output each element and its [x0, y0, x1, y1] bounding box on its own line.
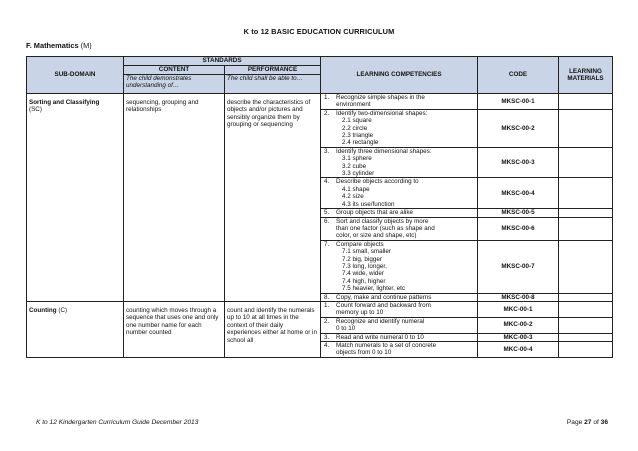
competency-cell — [321, 342, 478, 358]
competency-line — [324, 334, 475, 341]
learning-materials-cell — [559, 301, 613, 317]
header-standards: STANDARDS — [124, 57, 321, 66]
competency-text: Copy, make and continue patterns — [336, 293, 432, 301]
competency-text: Identify two-dimensional shapes: — [336, 109, 428, 117]
table-row — [27, 301, 613, 317]
header-content: CONTENT — [124, 66, 225, 75]
document-title: K to 12 BASIC EDUCATION CURRICULUM — [243, 27, 395, 36]
competency-text: Read and write numeral 0 to 10 — [336, 333, 424, 341]
page-label: Page — [566, 419, 583, 426]
competency-number: 3. — [324, 147, 330, 155]
learning-materials-cell — [559, 342, 613, 358]
competency-cell — [321, 209, 478, 217]
competency-code: MKC-00-1 — [478, 301, 559, 317]
competency-cell — [321, 147, 478, 178]
sub-domain-cell — [27, 94, 124, 302]
page-total: 36 — [600, 419, 608, 426]
competency-number: 7. — [324, 240, 330, 248]
learning-materials-cell — [559, 209, 613, 217]
header-sub-domain: SUB-DOMAIN — [27, 57, 124, 94]
competency-line — [324, 241, 475, 248]
competency-text: Recognize and identify numeral — [336, 317, 425, 325]
competency-text-continued: color, or size and shape, etc) — [336, 232, 417, 240]
curriculum-table — [26, 56, 613, 358]
competency-cell — [321, 178, 478, 209]
competency-code: MKC-00-2 — [478, 317, 559, 333]
competency-sub-item: 4.3 its use/function — [342, 200, 395, 208]
page-of-label: of — [593, 419, 599, 426]
competency-sub-item: 2.3 triangle — [342, 132, 374, 140]
competency-cell — [321, 301, 478, 317]
competency-code: MKC-00-4 — [478, 342, 559, 358]
competency-text-continued: than one factor (such as shape and — [336, 224, 435, 232]
section-name: F. Mathematics — [26, 41, 79, 50]
competency-number: 4. — [324, 178, 330, 186]
competency-line — [324, 178, 475, 185]
footer-guide-title: K to 12 Kindergarten Curriculum Guide December 2013 — [36, 419, 199, 426]
competency-number: 6. — [324, 217, 330, 225]
competency-number: 8. — [324, 293, 330, 301]
competency-text-continued: memory up to 10 — [336, 309, 384, 317]
competency-text-continued: objects from 0 to 10 — [336, 349, 392, 357]
competency-code: MKSC-00-8 — [478, 293, 559, 301]
performance-standard-cell: count and identify the numerals up to 10 at all times in the context of their daily experiences either at home or in school all — [225, 301, 321, 357]
competency-number: 3. — [324, 333, 330, 341]
competency-cell — [321, 94, 478, 110]
competency-sub-item: 7.2 big, bigger — [342, 255, 382, 263]
learning-materials-cell — [559, 293, 613, 301]
competency-text: Recognize simple shapes in the — [336, 94, 425, 101]
competency-number: 1. — [324, 94, 330, 101]
competency-code: MKSC-00-4 — [478, 178, 559, 209]
sub-domain-cell — [27, 301, 124, 357]
competency-sub-item: 7.5 heavier, lighter, etc — [342, 285, 406, 293]
competency-line — [324, 302, 475, 309]
competency-cell — [321, 217, 478, 240]
competency-sub-item: 3.3 cylinder — [342, 170, 375, 178]
competency-text: Describe objects according to — [336, 178, 419, 186]
competency-number: 2. — [324, 109, 330, 117]
learning-materials-cell — [559, 317, 613, 333]
competency-text: Identify three dimensional shapes: — [336, 147, 432, 155]
competency-sub-item: 3.1 sphere — [342, 155, 372, 163]
competency-sub-item: 7.4 wide, wider — [342, 270, 385, 278]
competency-code: MKSC-00-1 — [478, 94, 559, 110]
sub-domain-name: Counting — [29, 306, 57, 314]
competency-cell — [321, 333, 478, 341]
competency-line — [324, 218, 475, 225]
competency-sub-item: 7.3 long, longer, — [342, 262, 387, 270]
competency-code: MKC-00-3 — [478, 333, 559, 341]
learning-materials-cell — [559, 333, 613, 341]
competency-text: Count forward and backward from — [336, 301, 431, 309]
header-code: CODE — [478, 57, 559, 94]
header-performance: PERFORMANCE — [225, 66, 321, 75]
table-row — [27, 94, 613, 110]
competency-code: MKSC-00-6 — [478, 217, 559, 240]
competency-code: MKSC-00-3 — [478, 147, 559, 178]
competency-line — [324, 209, 475, 216]
competency-line — [324, 94, 475, 101]
competency-number: 2. — [324, 317, 330, 325]
competency-line — [324, 342, 475, 349]
competency-sub-item: 4.2 size — [342, 193, 364, 201]
competency-text: Sort and classify objects by more — [336, 217, 429, 225]
table-body — [27, 94, 613, 358]
competency-sub-item: 4.1 shape — [342, 185, 370, 193]
header-performance-sub: The child shall be able to… — [225, 75, 321, 94]
competency-text: Compare objects — [336, 240, 384, 248]
learning-materials-cell — [559, 217, 613, 240]
competency-code: MKSC-00-2 — [478, 109, 559, 147]
competency-sub-item: 7.4 high, higher — [342, 277, 386, 285]
section-code: (M) — [80, 41, 92, 50]
competency-sub-item: 3.2 cube — [342, 162, 367, 170]
competency-cell — [321, 109, 478, 147]
competency-sub-item: 2.2 circle — [342, 124, 368, 132]
sub-domain-abbr: (SC) — [29, 106, 42, 114]
performance-standard-cell: describe the characteristics of objects and/or pictures and sensibly organize them by grouping or sequencing — [225, 94, 321, 302]
competency-text-continued: 0 to 10 — [336, 325, 356, 333]
header-content-sub: The child demonstrates understanding of… — [124, 75, 225, 94]
page-current: 27 — [584, 419, 592, 426]
competency-line — [324, 294, 475, 301]
learning-materials-cell — [559, 94, 613, 110]
learning-materials-cell — [559, 240, 613, 293]
section-title — [26, 41, 92, 50]
sub-domain-name: Sorting and Classifying — [29, 99, 100, 106]
competency-code: MKSC-00-5 — [478, 209, 559, 217]
learning-materials-cell — [559, 109, 613, 147]
header-competencies: LEARNING COMPETENCIES — [321, 57, 478, 94]
competency-cell — [321, 240, 478, 293]
footer-page-number — [567, 419, 608, 426]
learning-materials-cell — [559, 147, 613, 178]
competency-sub-item: 2.1 square — [342, 117, 372, 125]
competency-line — [324, 148, 475, 155]
competency-line — [324, 110, 475, 117]
sub-domain-abbr: (C) — [58, 306, 68, 314]
competency-code: MKSC-00-7 — [478, 240, 559, 293]
content-standard-cell: sequencing, grouping and relationships — [124, 94, 225, 302]
competency-text: Match numerals to a set of concrete — [336, 342, 437, 349]
competency-text-continued: environment — [336, 101, 371, 109]
competency-cell — [321, 317, 478, 333]
competency-number: 4. — [324, 342, 330, 349]
content-standard-cell: counting which moves through a sequence that uses one and only one number name for each number counted — [124, 301, 225, 357]
competency-line — [324, 318, 475, 325]
header-materials: LEARNING MATERIALS — [559, 57, 613, 94]
competency-number: 1. — [324, 301, 330, 309]
learning-materials-cell — [559, 178, 613, 209]
competency-number: 5. — [324, 209, 330, 217]
competency-sub-item: 7.1 small, smaller — [342, 248, 392, 256]
competency-text: Group objects that are alike — [336, 209, 414, 217]
competency-cell — [321, 293, 478, 301]
competency-sub-item: 2.4 rectangle — [342, 139, 379, 147]
